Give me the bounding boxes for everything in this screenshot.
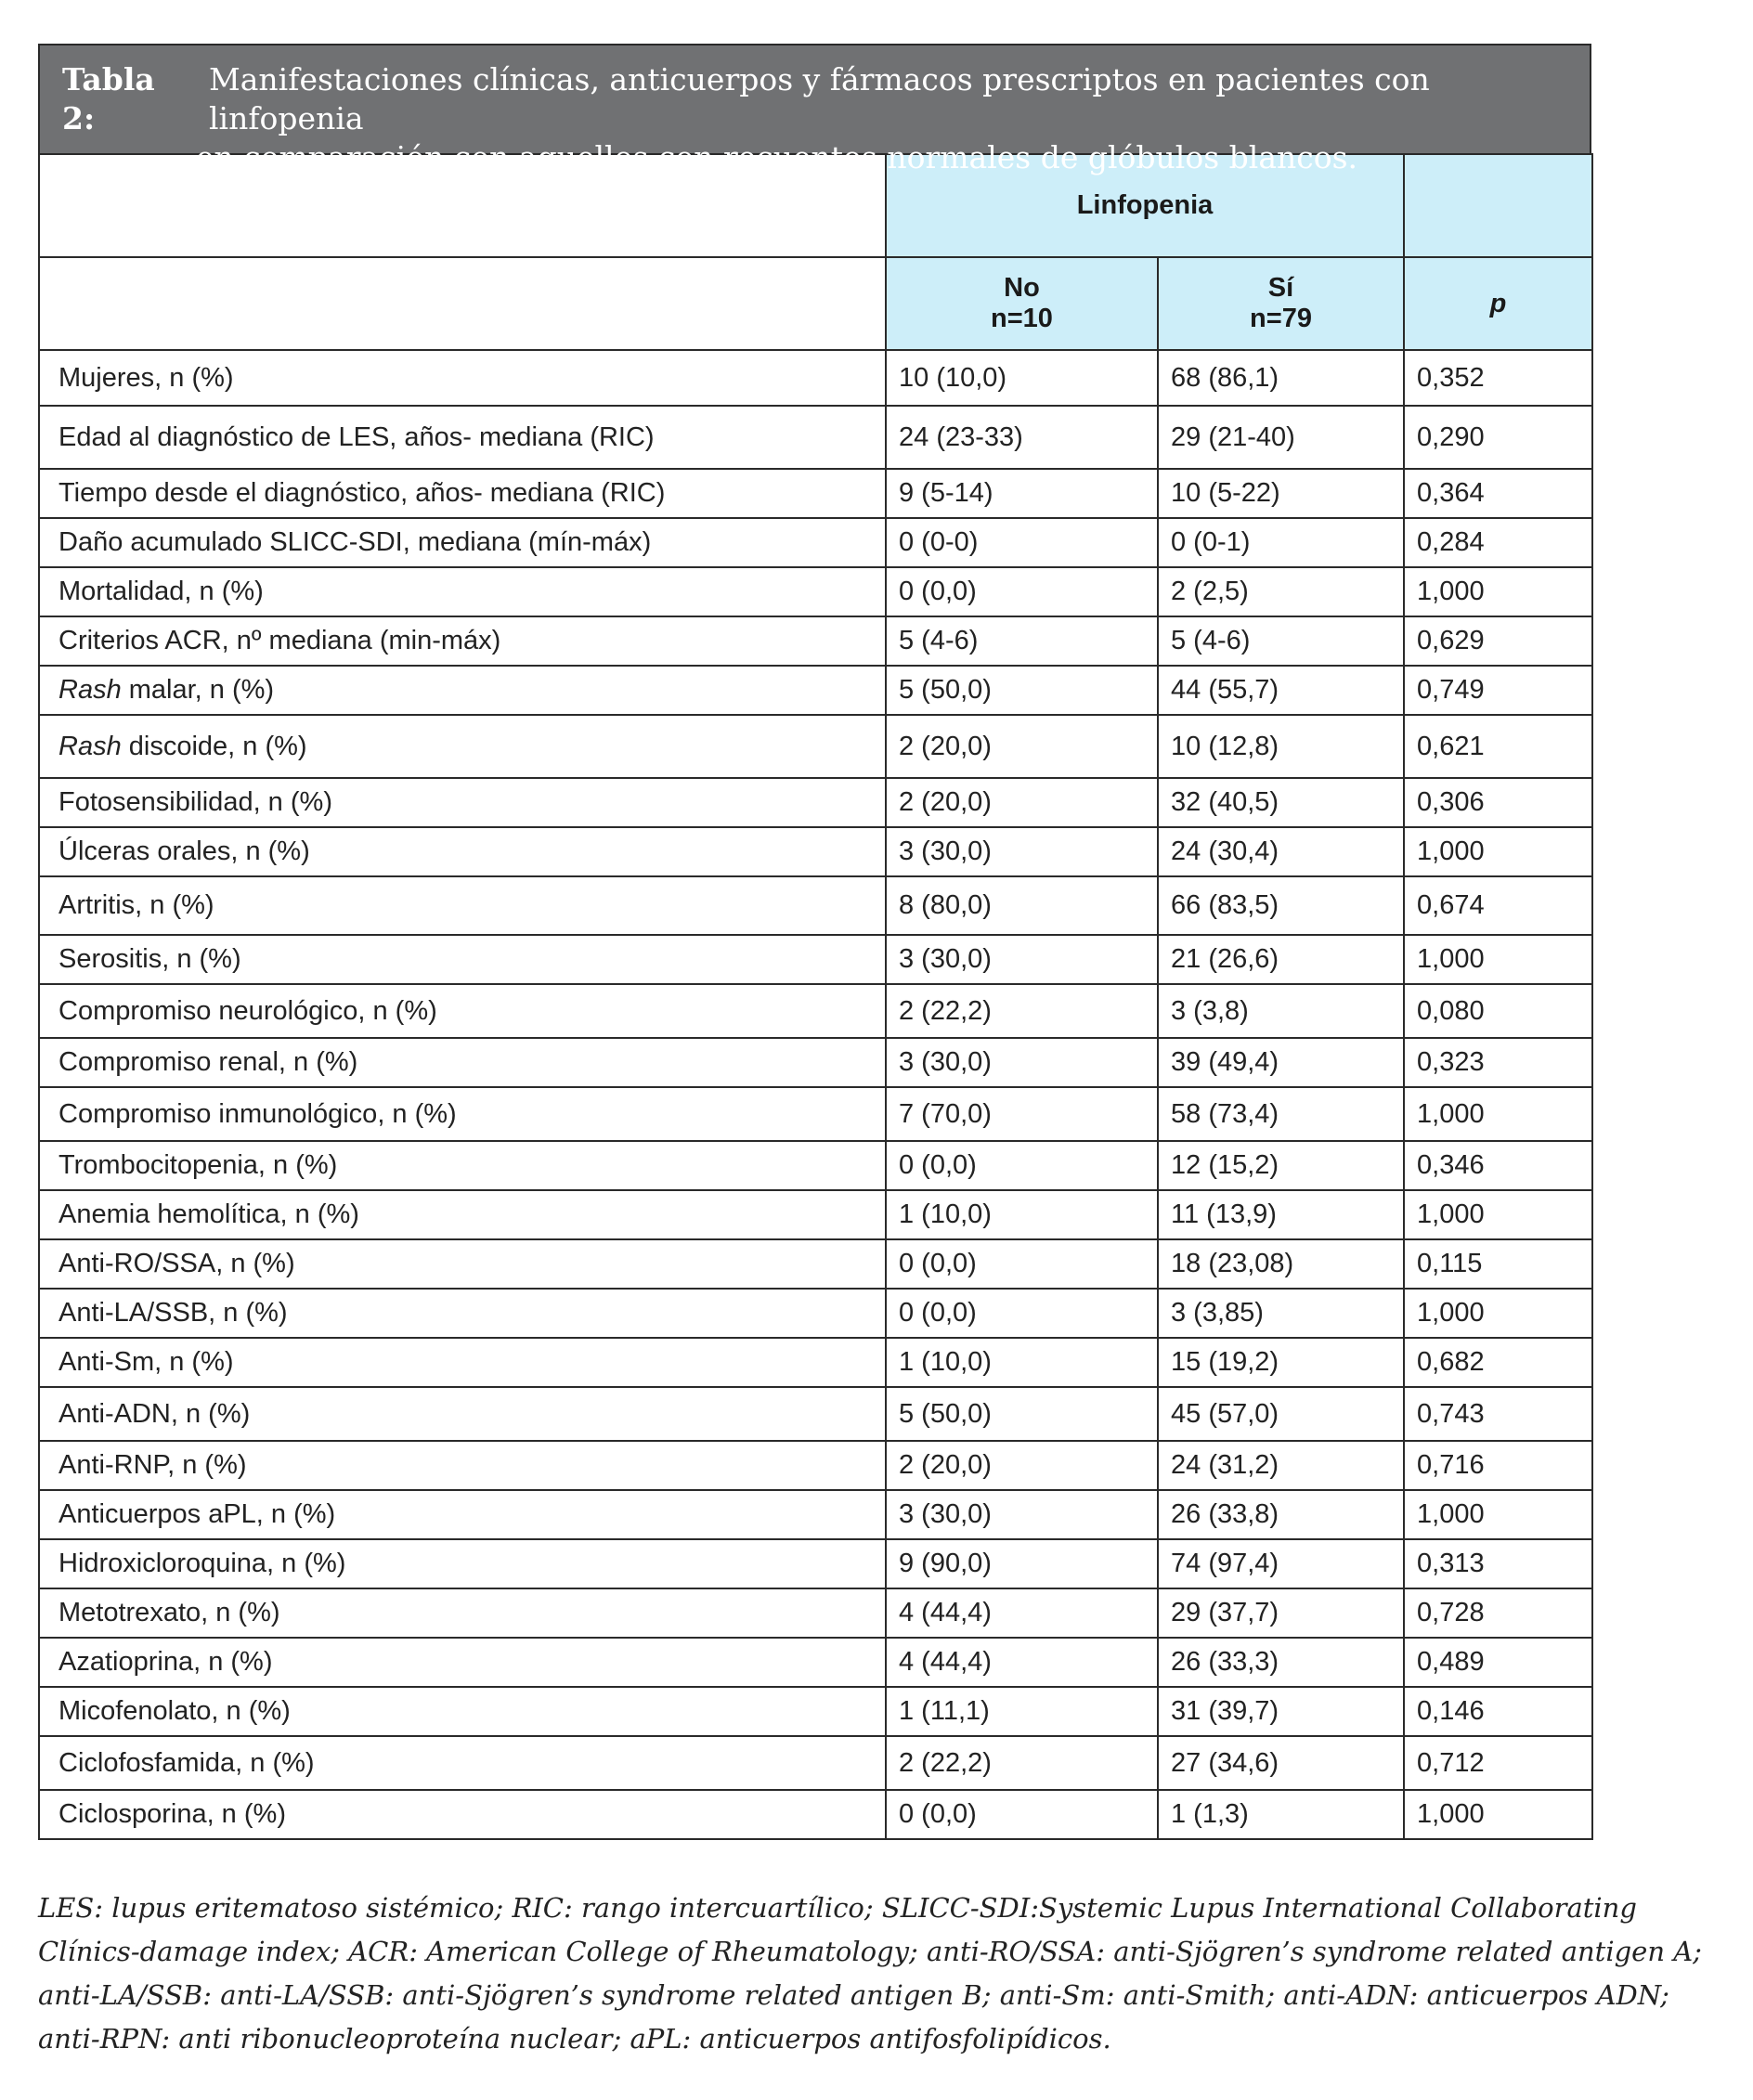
cell-no: 9 (5-14): [886, 469, 1158, 518]
row-label-text: Anti-LA/SSB, n (%): [58, 1298, 288, 1328]
cell-p: 0,674: [1404, 876, 1592, 935]
cell-no: 3 (30,0): [886, 935, 1158, 984]
table-row: [39, 469, 1592, 518]
row-label-italic: Rash: [58, 731, 122, 761]
cell-no: 2 (20,0): [886, 778, 1158, 827]
cell-no: 0 (0,0): [886, 1289, 1158, 1338]
row-label-text: Ciclosporina, n (%): [58, 1799, 286, 1829]
row-label: [39, 1490, 886, 1539]
row-label-text: Ciclofosfamida, n (%): [58, 1747, 315, 1778]
cell-no: 0 (0,0): [886, 1239, 1158, 1289]
cell-p: 0,489: [1404, 1638, 1592, 1687]
cell-si: 1 (1,3): [1158, 1790, 1404, 1839]
row-label: [39, 1087, 886, 1141]
table-title-line1: Manifestaciones clínicas, anticuerpos y fármacos prescriptos en pacientes con linfopenia: [208, 61, 1430, 136]
cell-no: 2 (20,0): [886, 1441, 1158, 1490]
cell-p: 1,000: [1404, 1190, 1592, 1239]
row-label-text: Anti-RNP, n (%): [58, 1450, 247, 1480]
row-label-text: Edad al diagnóstico de LES, años- mediana (RIC): [58, 421, 655, 452]
table-row: [39, 876, 1592, 935]
cell-no: 0 (0,0): [886, 567, 1158, 616]
table-row: [39, 715, 1592, 778]
row-label-text: Fotosensibilidad, n (%): [58, 787, 332, 817]
row-label: [39, 518, 886, 567]
cell-no: 2 (22,2): [886, 984, 1158, 1038]
row-label: [39, 1441, 886, 1490]
header-no: [886, 257, 1158, 350]
cell-si: 10 (12,8): [1158, 715, 1404, 778]
table-row: [39, 984, 1592, 1038]
cell-no: 2 (20,0): [886, 715, 1158, 778]
cell-p: 0,323: [1404, 1038, 1592, 1087]
row-label: [39, 1790, 886, 1839]
row-label: [39, 1539, 886, 1588]
table-row: [39, 1490, 1592, 1539]
cell-si: 66 (83,5): [1158, 876, 1404, 935]
cell-no: 4 (44,4): [886, 1588, 1158, 1638]
cell-si: 27 (34,6): [1158, 1736, 1404, 1790]
row-label-text: Anemia hemolítica, n (%): [58, 1199, 359, 1229]
table-row: [39, 567, 1592, 616]
header-empty-cell-2: [39, 257, 886, 350]
row-label: [39, 1387, 886, 1441]
table-row: [39, 1441, 1592, 1490]
row-label: [39, 1588, 886, 1638]
cell-p: 1,000: [1404, 935, 1592, 984]
cell-si: 58 (73,4): [1158, 1087, 1404, 1141]
cell-si: 29 (37,7): [1158, 1588, 1404, 1638]
row-label-text: Anti-RO/SSA, n (%): [58, 1249, 295, 1278]
row-label-text: Anticuerpos aPL, n (%): [58, 1499, 336, 1529]
cell-p: 1,000: [1404, 827, 1592, 876]
cell-si: 26 (33,3): [1158, 1638, 1404, 1687]
header-si-label: Sí: [1267, 273, 1294, 303]
cell-no: 0 (0,0): [886, 1790, 1158, 1839]
cell-p: 0,313: [1404, 1539, 1592, 1588]
cell-p: 0,146: [1404, 1687, 1592, 1736]
cell-no: 10 (10,0): [886, 350, 1158, 406]
row-label-text: Criterios ACR, nº mediana (min-máx): [58, 626, 501, 655]
results-table-container: [38, 44, 1591, 1840]
row-label: [39, 1190, 886, 1239]
table-title-line2: en comparación con aquellos con recuentos normales de glóbulos blancos.: [196, 139, 1358, 175]
cell-si: 45 (57,0): [1158, 1387, 1404, 1441]
cell-p: 0,716: [1404, 1441, 1592, 1490]
cell-si: 2 (2,5): [1158, 567, 1404, 616]
cell-no: 1 (10,0): [886, 1338, 1158, 1387]
cell-no: 0 (0-0): [886, 518, 1158, 567]
row-label-text: Serositis, n (%): [58, 944, 241, 974]
table-row: [39, 935, 1592, 984]
table-footnote: LES: lupus eritematoso sistémico; RIC: rango intercuartílico; SLICC-SDI:Systemic Lupus International Collaborating Clínics-damage index; ACR: American College of Rheumatology; anti-RO/SSA: anti-Sjögren’s syndrome related antigen A; anti-LA/SSB: anti-LA/SSB: anti-Sjögren’s syndrome related antigen B; anti-Sm: anti-Smith; anti-ADN: anticuerpos ADN; anti-RPN: anti ribonucleoproteína nuclear; aPL: anticuerpos antifosfolipídicos.: [38, 1892, 1702, 2055]
cell-si: 21 (26,6): [1158, 935, 1404, 984]
table-row: [39, 827, 1592, 876]
table-row: [39, 1087, 1592, 1141]
header-si: [1158, 257, 1404, 350]
row-label: [39, 406, 886, 469]
cell-si: 15 (19,2): [1158, 1338, 1404, 1387]
row-label-text: Tiempo desde el diagnóstico, años- mediana (RIC): [58, 478, 666, 508]
row-label: [39, 778, 886, 827]
cell-p: 0,743: [1404, 1387, 1592, 1441]
cell-p: 0,712: [1404, 1736, 1592, 1790]
table-row: [39, 666, 1592, 715]
table-body: [39, 350, 1592, 1839]
row-label-text: Compromiso renal, n (%): [58, 1047, 358, 1077]
cell-no: 1 (11,1): [886, 1687, 1158, 1736]
cell-si: 18 (23,08): [1158, 1239, 1404, 1289]
row-label: [39, 827, 886, 876]
table-row: [39, 1338, 1592, 1387]
cell-no: 2 (22,2): [886, 1736, 1158, 1790]
cell-no: 5 (50,0): [886, 1387, 1158, 1441]
cell-no: 3 (30,0): [886, 1038, 1158, 1087]
row-label-text: discoide, n (%): [121, 731, 307, 761]
cell-no: 5 (50,0): [886, 666, 1158, 715]
cell-no: 7 (70,0): [886, 1087, 1158, 1141]
cell-si: 26 (33,8): [1158, 1490, 1404, 1539]
cell-p: 0,682: [1404, 1338, 1592, 1387]
cell-no: 24 (23-33): [886, 406, 1158, 469]
header-no-n: n=10: [991, 304, 1053, 333]
cell-p: 0,306: [1404, 778, 1592, 827]
header-group-linfopenia: Linfopenia: [886, 154, 1404, 257]
table-row: [39, 518, 1592, 567]
row-label-text: Compromiso inmunológico, n (%): [58, 1098, 457, 1129]
row-label-text: Daño acumulado SLICC-SDI, mediana (mín-máx): [58, 527, 652, 557]
cell-p: 1,000: [1404, 1087, 1592, 1141]
table-row: [39, 1588, 1592, 1638]
cell-si: 11 (13,9): [1158, 1190, 1404, 1239]
cell-si: 0 (0-1): [1158, 518, 1404, 567]
cell-p: 0,364: [1404, 469, 1592, 518]
cell-no: 8 (80,0): [886, 876, 1158, 935]
row-label-text: Úlceras orales, n (%): [58, 836, 310, 866]
row-label: [39, 469, 886, 518]
cell-si: 3 (3,8): [1158, 984, 1404, 1038]
data-table: [38, 153, 1593, 1840]
table-row: [39, 616, 1592, 666]
row-label-text: Anti-ADN, n (%): [58, 1398, 251, 1429]
row-label-text: Trombocitopenia, n (%): [58, 1150, 338, 1180]
cell-p: 1,000: [1404, 1289, 1592, 1338]
cell-si: 74 (97,4): [1158, 1539, 1404, 1588]
cell-si: 3 (3,85): [1158, 1289, 1404, 1338]
cell-no: 9 (90,0): [886, 1539, 1158, 1588]
cell-p: 0,346: [1404, 1141, 1592, 1190]
cell-no: 4 (44,4): [886, 1638, 1158, 1687]
row-label: [39, 1736, 886, 1790]
table-row: [39, 1387, 1592, 1441]
table-row: [39, 1638, 1592, 1687]
cell-p: 1,000: [1404, 1790, 1592, 1839]
row-label: [39, 616, 886, 666]
cell-no: 3 (30,0): [886, 827, 1158, 876]
header-no-label: No: [1004, 273, 1040, 303]
header-p: p: [1404, 257, 1592, 350]
row-label-italic: Rash: [58, 675, 122, 705]
cell-si: 10 (5-22): [1158, 469, 1404, 518]
row-label: [39, 350, 886, 406]
cell-si: 12 (15,2): [1158, 1141, 1404, 1190]
cell-p: 0,629: [1404, 616, 1592, 666]
table-row: [39, 1141, 1592, 1190]
cell-si: 44 (55,7): [1158, 666, 1404, 715]
cell-p: 0,284: [1404, 518, 1592, 567]
row-label: [39, 1638, 886, 1687]
row-label: [39, 567, 886, 616]
cell-si: 29 (21-40): [1158, 406, 1404, 469]
cell-si: 39 (49,4): [1158, 1038, 1404, 1087]
table-row: [39, 1190, 1592, 1239]
cell-p: 0,115: [1404, 1239, 1592, 1289]
table-number: Tabla 2:: [62, 61, 155, 136]
row-label: [39, 1289, 886, 1338]
row-label-text: Mortalidad, n (%): [58, 577, 264, 606]
row-label: [39, 935, 886, 984]
table-row: [39, 350, 1592, 406]
row-label-text: malar, n (%): [121, 675, 275, 705]
cell-p: 0,728: [1404, 1588, 1592, 1638]
row-label-text: Compromiso neurológico, n (%): [58, 995, 437, 1026]
table-row: [39, 1289, 1592, 1338]
cell-p: 1,000: [1404, 567, 1592, 616]
row-label: [39, 984, 886, 1038]
cell-no: 0 (0,0): [886, 1141, 1158, 1190]
header-empty-p-cell: [1404, 154, 1592, 257]
table-row: [39, 778, 1592, 827]
row-label: [39, 666, 886, 715]
cell-no: 5 (4-6): [886, 616, 1158, 666]
row-label: [39, 715, 886, 778]
row-label: [39, 1687, 886, 1736]
row-label: [39, 1141, 886, 1190]
cell-no: 1 (10,0): [886, 1190, 1158, 1239]
cell-p: 0,080: [1404, 984, 1592, 1038]
table-row: [39, 1790, 1592, 1839]
table-row: [39, 1687, 1592, 1736]
table-title: [38, 44, 1591, 175]
table-row: [39, 1539, 1592, 1588]
row-label: [39, 876, 886, 935]
table-row: [39, 1736, 1592, 1790]
cell-si: 32 (40,5): [1158, 778, 1404, 827]
table-row: [39, 1239, 1592, 1289]
header-si-n: n=79: [1250, 304, 1312, 333]
cell-p: 0,621: [1404, 715, 1592, 778]
row-label: [39, 1038, 886, 1087]
cell-si: 24 (31,2): [1158, 1441, 1404, 1490]
row-label-text: Hidroxicloroquina, n (%): [58, 1549, 346, 1578]
row-label-text: Metotrexato, n (%): [58, 1598, 280, 1627]
cell-p: 0,352: [1404, 350, 1592, 406]
row-label-text: Anti-Sm, n (%): [58, 1347, 234, 1377]
cell-p: 0,290: [1404, 406, 1592, 469]
cell-si: 31 (39,7): [1158, 1687, 1404, 1736]
row-label: [39, 1239, 886, 1289]
cell-p: 0,749: [1404, 666, 1592, 715]
table-row: [39, 406, 1592, 469]
cell-no: 3 (30,0): [886, 1490, 1158, 1539]
cell-p: 1,000: [1404, 1490, 1592, 1539]
row-label-text: Azatioprina, n (%): [58, 1647, 273, 1677]
row-label: [39, 1338, 886, 1387]
row-label-text: Micofenolato, n (%): [58, 1696, 291, 1726]
cell-si: 24 (30,4): [1158, 827, 1404, 876]
table-row: [39, 1038, 1592, 1087]
cell-si: 68 (86,1): [1158, 350, 1404, 406]
cell-si: 5 (4-6): [1158, 616, 1404, 666]
row-label-text: Artritis, n (%): [58, 890, 214, 920]
row-label-text: Mujeres, n (%): [58, 362, 234, 393]
